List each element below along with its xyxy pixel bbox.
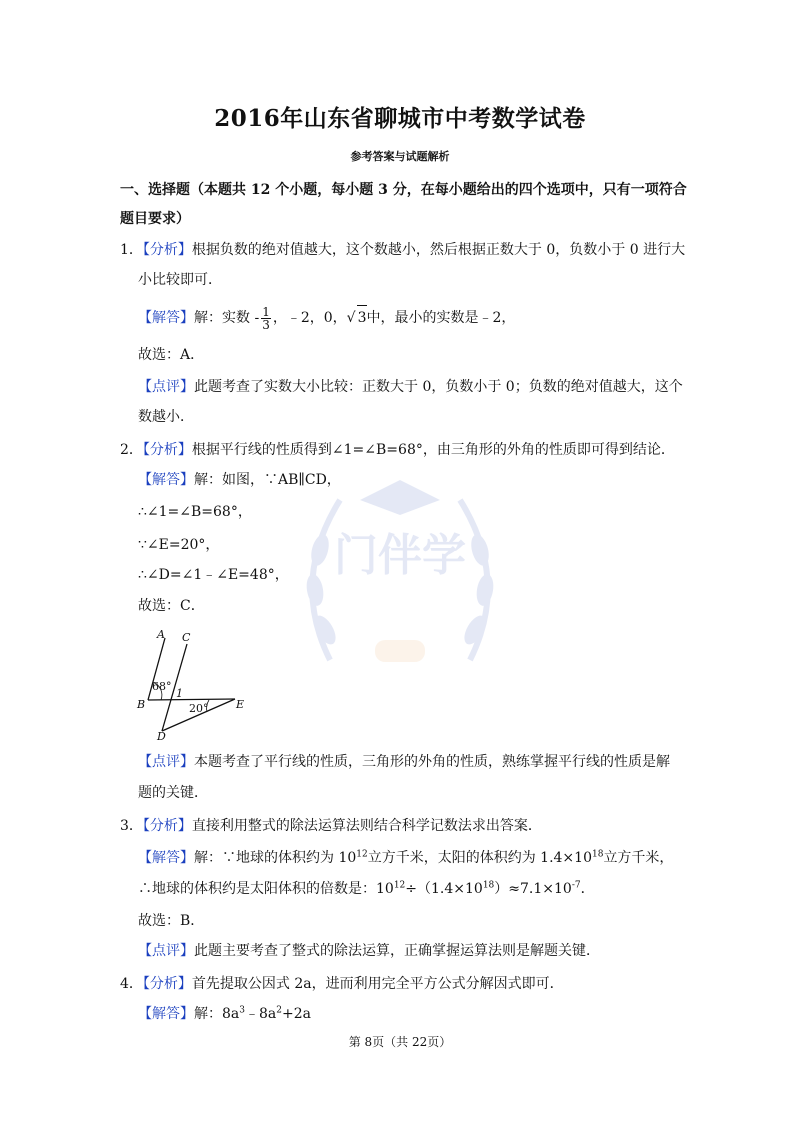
q3-answer-b: 立方千米，太阳的体积约为 1.4×10 xyxy=(367,850,592,866)
q4-number: 4． xyxy=(120,976,143,992)
q2-answer-text: 解：如图，∵AB∥CD， xyxy=(194,472,341,488)
q3-comment xyxy=(138,941,600,961)
q3-step-b: ÷（1.4×10 xyxy=(405,881,483,897)
q1-analysis-text-1: 根据负数的绝对值越大，这个数越小，然后根据正数大于 0，负数小于 0 进行大 xyxy=(191,242,686,258)
label-c: C xyxy=(182,631,191,644)
q2-step-2: ∵∠E=20°， xyxy=(138,537,220,553)
q3-answer xyxy=(138,848,673,868)
page-subtitle: 参考答案与试题解析 xyxy=(350,150,450,163)
q2-analysis-text: 根据平行线的性质得到∠1=∠B=68°，由三角形的外角的性质即可得到结论． xyxy=(191,442,675,458)
q3-step-c-exp: -7 xyxy=(571,880,581,891)
label-angle-20: 20° xyxy=(189,702,209,715)
geometry-figure xyxy=(135,626,250,741)
q4-answer-a-exp: 3 xyxy=(239,1005,245,1016)
q3-answer-a: 解：∵地球的体积约为 10 xyxy=(194,850,357,866)
label-angle-68: 68° xyxy=(152,680,172,693)
q3-analysis-text: 直接利用整式的除法运算法则结合科学记数法求出答案． xyxy=(191,818,542,834)
q3-step-b-exp: 18 xyxy=(482,880,495,891)
page-footer: 第 8页（共 22页） xyxy=(348,1035,452,1049)
q1-analysis-text-2: 小比较即可． xyxy=(138,272,222,288)
q2-comment-text-2: 题的关键． xyxy=(138,785,208,801)
q1-answer-prefix: 解：实数 - xyxy=(194,310,260,326)
answer-tag: 【解答】 xyxy=(138,1006,194,1022)
q1-analysis xyxy=(120,240,685,260)
q1-choice: 故选：A． xyxy=(138,347,205,363)
analysis-tag: 【分析】 xyxy=(142,442,192,458)
analysis-tag: 【分析】 xyxy=(142,818,192,834)
q2-step-1: ∴∠1=∠B=68°， xyxy=(138,504,252,520)
answer-tag: 【解答】 xyxy=(138,310,194,326)
page-title: 2016年山东省聊城市中考数学试卷 xyxy=(214,105,586,132)
q3-answer-c: 立方千米， xyxy=(603,850,674,866)
answer-tag: 【解答】 xyxy=(138,472,194,488)
analysis-tag: 【分析】 xyxy=(142,976,192,992)
q3-choice: 故选：B． xyxy=(138,913,205,929)
q3-comment-text: 此题主要考查了整式的除法运算，正确掌握运算法则是解题关键． xyxy=(194,943,600,959)
answer-tag: 【解答】 xyxy=(138,850,194,866)
section-heading-line-2: 题目要求） xyxy=(120,211,190,227)
fraction-numerator: 1 xyxy=(262,304,270,319)
q1-comment-text-2: 数越小． xyxy=(138,409,194,425)
q1-number: 1． xyxy=(120,242,143,258)
q3-step xyxy=(138,879,595,899)
q2-analysis xyxy=(120,440,675,460)
fraction-denominator: 3 xyxy=(262,317,270,332)
comment-tag: 【点评】 xyxy=(138,943,194,959)
label-a: A xyxy=(157,628,165,641)
q4-answer-b-exp: 2 xyxy=(276,1005,282,1016)
q2-comment-text-1: 本题考查了平行线的性质，三角形的外角的性质，熟练掌握平行线的性质是解 xyxy=(194,754,670,770)
analysis-tag: 【分析】 xyxy=(142,242,192,258)
q3-number: 3． xyxy=(120,818,143,834)
q1-comment xyxy=(138,377,683,397)
q3-step-c: ）≈7.1×10 xyxy=(494,881,572,897)
q3-answer-a-exp: 12 xyxy=(356,849,368,860)
comment-tag: 【点评】 xyxy=(138,379,194,395)
label-e: E xyxy=(236,698,245,711)
q3-answer-b-exp: 18 xyxy=(591,849,604,860)
q2-step-3: ∴∠D=∠1﹣∠E=48°， xyxy=(138,567,289,583)
label-angle-1: 1 xyxy=(176,687,183,700)
q2-comment xyxy=(138,752,670,772)
q2-choice: 故选：C． xyxy=(138,598,205,614)
label-d: D xyxy=(157,730,166,741)
q1-comment-text-1: 此题考查了实数大小比较：正数大于 0，负数小于 0；负数的绝对值越大，这个 xyxy=(194,379,683,395)
q1-answer-mid: ，﹣2，0， xyxy=(272,310,347,326)
sqrt-radicand: 3 xyxy=(357,305,367,330)
section-heading-line-1: 一、选择题（本题共 12 个小题，每小题 3 分，在每小题给出的四个选项中，只有一项符合 xyxy=(120,182,687,198)
q4-analysis-text: 首先提取公因式 2a，进而利用完全平方公式分解因式即可． xyxy=(191,976,564,992)
q1-answer: 【解答】解：实数 - $\frac{1}{3}$ ，﹣2，0，√ 3中，最小的实数是﹣2， xyxy=(138,304,516,332)
q4-answer-b: ﹣8a xyxy=(245,1006,277,1022)
comment-tag: 【点评】 xyxy=(138,754,194,770)
q4-answer xyxy=(138,1004,311,1024)
fraction-one-third xyxy=(261,306,271,331)
q4-analysis xyxy=(120,974,564,994)
q2-number: 2． xyxy=(120,442,143,458)
svg-text:门伴学: 门伴学 xyxy=(334,530,466,581)
q3-step-a-exp: 12 xyxy=(393,880,406,891)
q4-answer-c: +2a xyxy=(282,1006,311,1022)
q3-step-a: ∴地球的体积约是太阳体积的倍数是：10 xyxy=(138,881,394,897)
q4-answer-a: 解：8a xyxy=(194,1006,240,1022)
q1-answer-suffix: 中，最小的实数是﹣2， xyxy=(366,310,516,326)
q3-analysis xyxy=(120,816,542,836)
watermark-logo xyxy=(290,460,510,700)
q3-step-d: ． xyxy=(580,881,595,897)
label-b: B xyxy=(137,698,146,711)
q2-answer xyxy=(138,470,341,490)
